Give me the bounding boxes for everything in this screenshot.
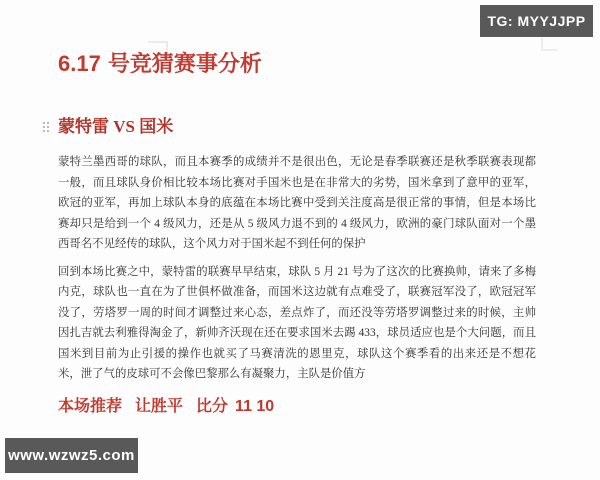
- recommendation-score-label: 比分: [196, 397, 229, 415]
- website-watermark-badge: www.wzwz5.com: [5, 438, 138, 473]
- recommendation-bet-type: 让胜平: [135, 397, 184, 415]
- recommendation-score-value: 11 10: [235, 397, 275, 415]
- recommendation-label: 本场推荐: [58, 397, 123, 415]
- analysis-paragraph-2: 回到本场比赛之中，蒙特雷的联赛早早结束，球队 5 月 21 号为了这次的比赛换帅，请来了多梅内克，球队也一直在为了世俱杯做准备，而国米这边就有点难受了，联赛冠军没了，欧冠冠军没了，劳塔罗一周的时间才调整过来心态，差点炸了，而还没等劳塔罗调整过来的时候，主帅因扎吉就去利雅得淘金了，新帅齐沃现在还在要求国米去踢 433，球员适应也是个大问题，而且国米到目前为止引援的操作也就买了马赛清洗的恩里克，球队这个赛季看的出来还是不想花米，泄了气的皮球可不会像巴黎那么有凝聚力，主队是价值方: [58, 265, 536, 380]
- analysis-paragraph-1: 蒙特兰墨西哥的球队，而且本赛季的成绩并不是很出色，无论是春季联赛还是秋季联赛表现都一般，而且球队身价相比较本场比赛对手国米也是在非常大的劣势，国米拿到了意甲的亚军，欧冠的亚军，再加上球队本身的底蕴在本场比赛中受到关注度高是很正常的事情，但是本场比赛却只是给到一个 4 级风力，还是从 5 级风力退不到的 4 级风力，欧洲的豪门球队面对一个墨西哥名不见经传的球队，这个风力对于国米起不到任何的保护: [58, 156, 536, 250]
- telegram-contact-badge: TG: MYYJJPP: [480, 5, 593, 37]
- article-title: [58, 50, 536, 78]
- title-text: 号竞猜赛事分析: [107, 51, 262, 76]
- recommendation-line: [58, 396, 536, 418]
- match-heading: 蒙特雷 VS 国米: [58, 117, 174, 136]
- title-date-number: 6.17: [58, 51, 101, 76]
